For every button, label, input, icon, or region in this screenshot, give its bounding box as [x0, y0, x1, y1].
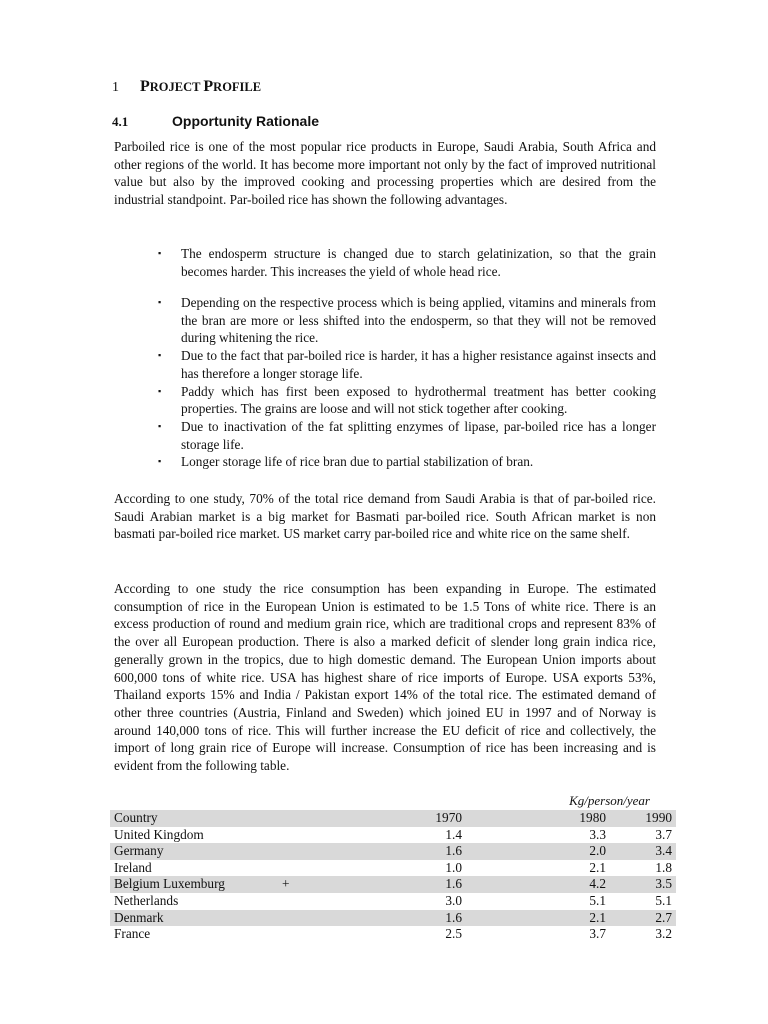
table-header-cell: 1970: [346, 810, 490, 827]
table-cell: 5.1: [655, 892, 672, 908]
table-cell: 1.6: [346, 876, 490, 893]
table-cell: 5.1: [589, 892, 606, 908]
saudi-market-paragraph: According to one study, 70% of the total rice demand from Saudi Arabia is that of par-boiled rice. Saudi Arabian market is a big market for Basmati par-boiled rice. South African market is non basmati par-boiled rice market. US market carry par-boiled rice and white rice on the same shelf.: [114, 491, 656, 542]
subsection-number: 4.1: [112, 114, 129, 129]
table-header-cell: [278, 810, 346, 827]
table-cell: 3.7: [589, 926, 606, 942]
table-cell: [278, 827, 346, 844]
subsection-title: Opportunity Rationale: [172, 113, 319, 129]
advantages-list-a: [158, 245, 656, 280]
subsection-heading: [112, 113, 319, 130]
section-title-initial-2: P: [203, 78, 214, 95]
table-header-cell: 1990: [634, 810, 676, 827]
list-item: [158, 347, 656, 382]
table-cell: Belgium Luxemburg: [110, 876, 278, 893]
list-item: [158, 383, 656, 418]
list-item: [158, 418, 656, 453]
table-row: [110, 843, 676, 860]
table-row: [110, 827, 676, 844]
table-cell: [278, 893, 346, 910]
table-cell: 1.4: [445, 826, 462, 842]
table-unit-label: Kg/person/year: [569, 793, 650, 808]
table-cell: [278, 843, 346, 860]
section-title-part-1: ROJECT: [149, 80, 204, 94]
section-number: 1: [112, 80, 119, 95]
table-header-row: [110, 810, 676, 827]
table-cell: 1.6: [346, 843, 490, 860]
list-item-text: Longer storage life of rice bran due to partial stabilization of bran.: [181, 454, 534, 470]
bullet-icon: ▪: [158, 385, 162, 396]
table-cell: [278, 926, 346, 943]
table-cell: Denmark: [110, 910, 278, 927]
table-row: [110, 926, 676, 943]
table-cell: 2.0: [490, 843, 634, 860]
list-item: [158, 245, 656, 280]
table-cell: 1.8: [655, 859, 672, 875]
table-cell: 3.7: [655, 826, 672, 842]
table-cell: 4.2: [490, 876, 634, 893]
advantages-list-b: [158, 294, 656, 471]
list-item: [158, 294, 656, 347]
table-cell: 1.0: [445, 859, 462, 875]
table-cell: 2.5: [445, 926, 462, 942]
bullet-icon: ▪: [158, 297, 162, 307]
table-cell: United Kingdom: [114, 826, 204, 842]
intro-paragraph: Parboiled rice is one of the most popular rice products in Europe, Saudi Arabia, South Africa and other regions of the world. It has become more important not only by the fact of improved nutritional value but also by the improved cooking and processing properties which are desired from the industrial standpoint. Par-boiled rice has shown the following advantages.: [114, 139, 656, 208]
bullet-icon: ▪: [158, 420, 162, 431]
table-cell: +: [278, 876, 346, 893]
consumption-table: [110, 810, 676, 943]
table-cell: 2.1: [490, 910, 634, 927]
list-item: [158, 453, 656, 471]
section-title-initial-1: P: [140, 78, 150, 95]
list-item-text: The endosperm structure is changed due to starch gelatinization, so that the grain becomes harder. This increases the yield of whole head rice.: [181, 246, 656, 279]
table-cell: France: [114, 926, 151, 942]
table-cell: 2.1: [589, 859, 606, 875]
list-item-text: Due to inactivation of the fat splitting enzymes of lipase, par-boiled rice has a longer storage life.: [181, 418, 656, 452]
table-cell: [278, 860, 346, 877]
table-cell: Ireland: [114, 859, 152, 875]
table-cell: 1.6: [346, 910, 490, 927]
table-cell: [278, 910, 346, 927]
section-heading: [112, 78, 261, 96]
list-item-text: Paddy which has first been exposed to hydrothermal treatment has better cooking properties. The grains are loose and will not stick together after cooking.: [181, 383, 656, 417]
table-row: [110, 910, 676, 927]
section-title-part-2: ROFILE: [213, 80, 262, 94]
bullet-icon: ▪: [158, 350, 162, 361]
list-item-text: Depending on the respective process which is being applied, vitamins and minerals from the bran are more or less shifted into the endosperm, so that they will not be removed during whitening the rice.: [181, 295, 656, 346]
table-header-cell: Country: [110, 810, 278, 827]
table-cell: 3.4: [634, 843, 676, 860]
table-cell: 2.7: [634, 910, 676, 927]
table-cell: 3.0: [445, 892, 462, 908]
table-row: [110, 860, 676, 877]
table-row: [110, 876, 676, 893]
table-cell: 3.3: [589, 826, 606, 842]
table-cell: 3.2: [655, 926, 672, 942]
bullet-icon: ▪: [158, 248, 162, 258]
bullet-icon: ▪: [158, 456, 162, 467]
list-item-text: Due to the fact that par-boiled rice is harder, it has a higher resistance against insects and has therefore a longer storage life.: [181, 348, 656, 381]
table-cell: Germany: [110, 843, 278, 860]
europe-consumption-paragraph: According to one study the rice consumption has been expanding in Europe. The estimated consumption of rice in the European Union is estimated to be 1.5 Tons of white rice. There is an excess production of round and medium grain rice, which are traditional crops and represent 83% of the over all European production. There is also a marked deficit of slender long grain indica rice, generally grown in the tropics, due to high domestic demand. The European Union imports about 600,000 tons of white rice. USA has highest share of rice imports of Europe. USA exports 53%, Thailand exports 15% and India / Pakistan export 14% of the total rice. The estimated demand of other three countries (Austria, Finland and Sweden) which joined EU in 1997 and of Norway is around 140,000 tons of rice. This will further increase the EU deficit of rice and collectively, the import of long grain rice of Europe will increase. Consumption of rice has been increasing and is evident from the following table.: [114, 581, 656, 774]
table-row: [110, 893, 676, 910]
table-cell: 3.5: [634, 876, 676, 893]
table-header-cell: 1980: [490, 810, 634, 827]
table-cell: Netherlands: [114, 892, 179, 908]
